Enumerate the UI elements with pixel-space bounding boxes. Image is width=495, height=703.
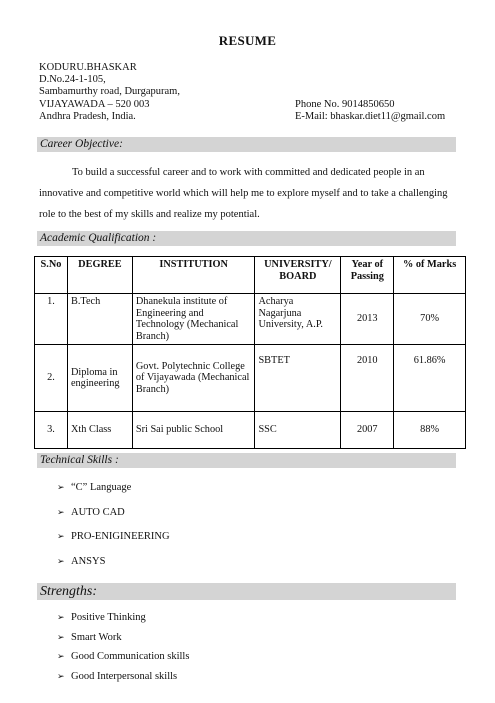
list-item bbox=[57, 632, 189, 652]
strength-label: Good Communication skills bbox=[71, 651, 190, 662]
list-item bbox=[57, 671, 189, 691]
academic-qualification-heading: Academic Qualification : bbox=[37, 231, 456, 246]
cell-year: 2010 bbox=[341, 345, 394, 412]
phone-number: Phone No. 9014850650 bbox=[295, 99, 395, 110]
cell-degree: Diploma in engineering bbox=[67, 345, 132, 412]
candidate-name: KODURU.BHASKAR bbox=[39, 62, 137, 73]
strength-label: Smart Work bbox=[71, 631, 122, 643]
list-item bbox=[57, 556, 170, 581]
resume-title: RESUME bbox=[218, 33, 277, 48]
technical-skills-heading: Technical Skills : bbox=[37, 453, 456, 468]
arrow-bullet-icon: ➢ bbox=[57, 532, 65, 542]
arrow-bullet-icon: ➢ bbox=[57, 507, 65, 518]
address-line-2: Sambamurthy road, Durgapuram, bbox=[39, 86, 180, 98]
cell-marks: 61.86% bbox=[394, 345, 466, 412]
cell-institution: Dhanekula institute of Engineering and Technology (Mechanical Branch) bbox=[132, 294, 255, 345]
header-year: Year of Passing bbox=[341, 257, 394, 294]
cell-institution: Sri Sai public School bbox=[132, 412, 255, 449]
strength-label: Positive Thinking bbox=[71, 612, 146, 623]
arrow-bullet-icon: ➢ bbox=[57, 652, 65, 662]
header-sno: S.No bbox=[35, 257, 68, 294]
cell-university: Acharya Nagarjuna University, A.P. bbox=[255, 294, 341, 345]
skill-label: “C” Language bbox=[71, 482, 132, 493]
address-line-4: Andhra Pradesh, India. bbox=[39, 110, 136, 122]
cell-sno: 3. bbox=[35, 412, 68, 449]
skill-label: PRO-ENIGINEERING bbox=[71, 531, 170, 542]
career-objective-paragraph: To build a successful career and to work with committed and dedicated people in an innovative and competitive world which will help me to explore myself and to take a challenging role to the best of my skills and realize my potential. bbox=[39, 167, 448, 220]
email-address: E-Mail: bhaskar.diet11@gmail.com bbox=[295, 111, 446, 123]
cell-university: SBTET bbox=[255, 345, 341, 412]
list-item bbox=[57, 531, 170, 556]
cell-institution: Govt. Polytechnic College of Vijayawada (Mechanical Branch) bbox=[132, 345, 255, 412]
arrow-bullet-icon: ➢ bbox=[57, 556, 65, 567]
contact-block bbox=[295, 99, 485, 123]
cell-marks: 70% bbox=[394, 294, 466, 345]
technical-skills-list bbox=[57, 482, 170, 580]
table-row bbox=[35, 412, 466, 449]
cell-marks: 88% bbox=[394, 412, 466, 449]
header-marks: % of Marks bbox=[394, 257, 466, 294]
academic-table bbox=[34, 256, 466, 449]
cell-sno: 2. bbox=[35, 345, 68, 412]
cell-university: SSC bbox=[255, 412, 341, 449]
cell-degree: B.Tech bbox=[67, 294, 132, 345]
arrow-bullet-icon: ➢ bbox=[57, 671, 65, 682]
list-item bbox=[57, 507, 170, 532]
career-objective-text bbox=[39, 162, 456, 225]
skill-label: AUTO CAD bbox=[71, 506, 125, 518]
strengths-list bbox=[57, 612, 189, 690]
table-row bbox=[35, 345, 466, 412]
address-line-1: D.No.24-1-105, bbox=[39, 74, 106, 86]
table-row bbox=[35, 294, 466, 345]
strength-label: Good Interpersonal skills bbox=[71, 670, 178, 682]
cell-year: 2013 bbox=[341, 294, 394, 345]
arrow-bullet-icon: ➢ bbox=[57, 483, 65, 493]
header-institution: INSTITUTION bbox=[132, 257, 255, 294]
career-objective-heading: Career Objective: bbox=[37, 137, 456, 152]
cell-year: 2007 bbox=[341, 412, 394, 449]
arrow-bullet-icon: ➢ bbox=[57, 632, 65, 643]
arrow-bullet-icon: ➢ bbox=[57, 613, 65, 623]
strengths-heading: Strengths: bbox=[37, 583, 456, 600]
table-header-row bbox=[35, 257, 466, 294]
list-item bbox=[57, 482, 170, 507]
cell-sno: 1. bbox=[35, 294, 68, 345]
cell-degree: Xth Class bbox=[67, 412, 132, 449]
list-item bbox=[57, 651, 189, 671]
header-university: UNIVERSITY/ BOARD bbox=[255, 257, 341, 294]
address-line-3: VIJAYAWADA – 520 003 bbox=[39, 98, 150, 110]
list-item bbox=[57, 612, 189, 632]
skill-label: ANSYS bbox=[71, 555, 106, 567]
address-block bbox=[39, 62, 299, 123]
header-degree: DEGREE bbox=[67, 257, 132, 294]
